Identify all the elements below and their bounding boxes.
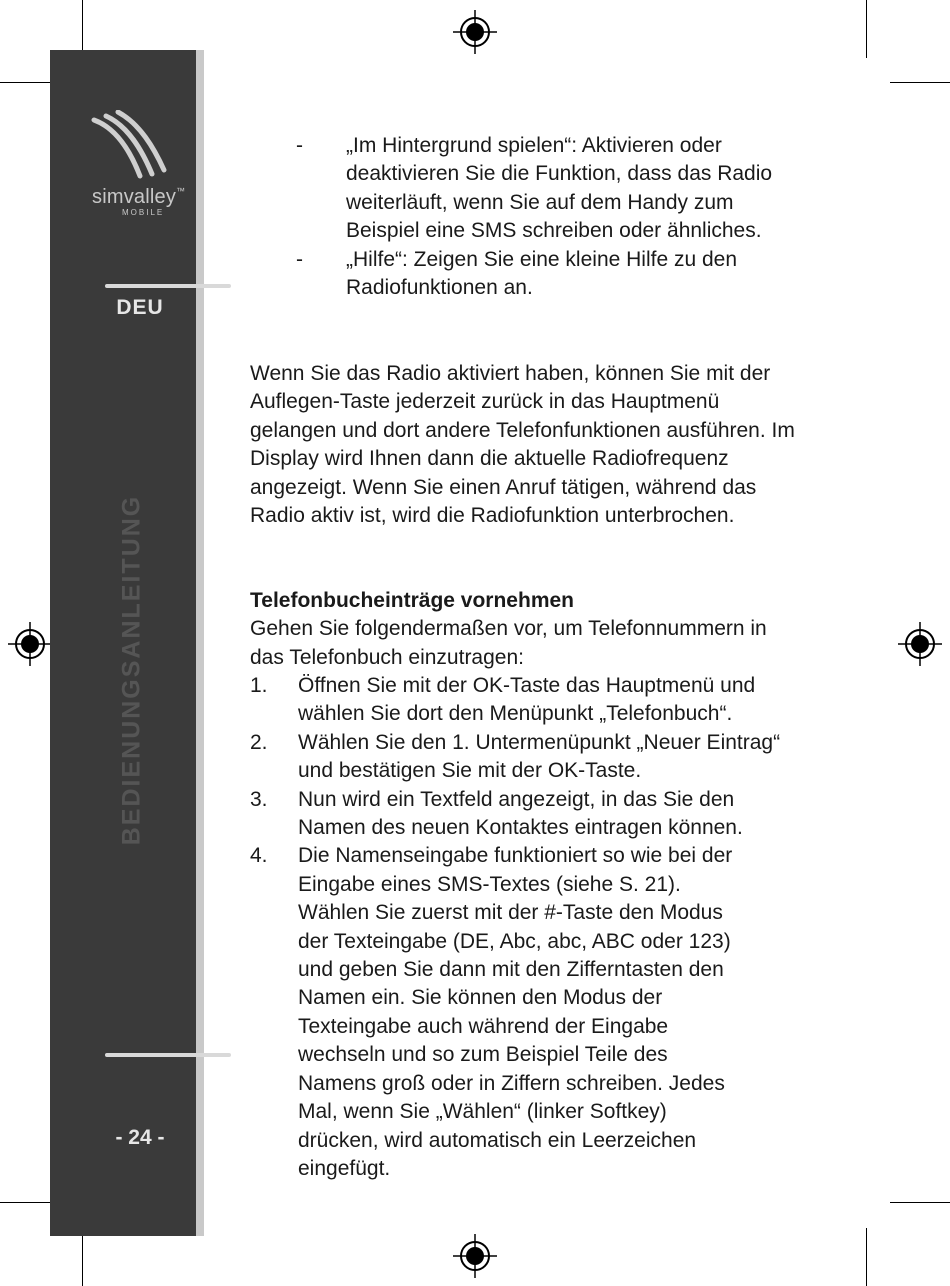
registration-mark-bottom: [453, 1234, 497, 1278]
crop-mark: [890, 1202, 950, 1203]
list-item-text: Die Namenseingabe funktioniert so wie bei der Eingabe eines SMS-Textes (siehe S. 21). Wählen Sie zuerst mit der #-Taste den Modus der Texteingabe (DE, Abc, abc, ABC oder 123) und geben Sie dann mit den Zifferntasten den Namen ein. Sie können den Modus der Texteingabe auch während der Eingabe wechseln und so zum Beispiel Teile des Namens groß oder in Ziffern schreiben. Jedes Mal, wenn Sie „Wählen“ (linker Softkey) drücken, wird automatisch ein Leerzeichen eingefügt.: [298, 844, 733, 1180]
section-heading: Telefonbucheinträge vornehmen: [250, 589, 574, 612]
crop-mark: [866, 1228, 867, 1286]
registration-mark-right: [898, 622, 942, 666]
sidebar-rule-top: [105, 284, 231, 288]
crop-mark: [890, 82, 950, 83]
list-item-text: Nun wird ein Textfeld angezeigt, in das Sie den Namen des neuen Kontaktes eintragen können.: [298, 787, 743, 840]
list-item: [250, 842, 810, 1183]
list-number: 2.: [250, 730, 268, 754]
list-number: 4.: [250, 844, 268, 868]
brand-text: simvalley: [92, 186, 177, 208]
brand-name: [92, 186, 185, 209]
list-marker: -: [296, 134, 303, 157]
section-intro: Gehen Sie folgendermaßen vor, um Telefonnummern in das Telefonbuch einzutragen:: [250, 617, 767, 669]
list-item-text: Öffnen Sie mit der OK-Taste das Hauptmenü und wählen Sie dort den Menüpunkt „Telefonbuch“.: [298, 674, 756, 726]
list-marker: -: [296, 247, 303, 271]
list-item: [250, 786, 810, 843]
crop-mark: [866, 0, 867, 58]
list-item-text: „Im Hintergrund spielen“: Aktivieren oder deaktivieren Sie die Funktion, dass das Radio weiterläuft, wenn Sie auf dem Handy zum Beispiel eine SMS schreiben oder ähnliches.: [346, 134, 773, 243]
body-paragraph: Wenn Sie das Radio aktiviert haben, können Sie mit der Auflegen-Taste jederzeit zurück in das Hauptmenü gelangen und dort andere Telefonfunktionen ausführen. Im Display wird Ihnen dann die aktuelle Radiofrequenz angezeigt. Wenn Sie einen Anruf tätigen, während das Radio aktiv ist, wird die Radiofunktion unterbrochen.: [250, 362, 795, 528]
sidebar: [50, 50, 196, 1236]
list-item: [250, 246, 810, 303]
list-number: 3.: [250, 787, 268, 811]
brand-subline: MOBILE: [122, 208, 165, 217]
sidebar-rule-bottom: [105, 1053, 231, 1057]
language-label: DEU: [116, 296, 164, 319]
page-number: - 24 -: [115, 1126, 165, 1149]
section-vertical-title: BEDIENUNGSANLEITUNG: [117, 494, 146, 846]
list-item: [250, 729, 810, 786]
list-item: [250, 672, 810, 729]
brand-trademark: ™: [176, 186, 186, 196]
list-item: [250, 132, 810, 246]
bullet-list: [250, 132, 810, 302]
section: [250, 587, 810, 672]
sidebar-shadow: [196, 50, 204, 1236]
list-number: 1.: [250, 674, 268, 697]
registration-mark-left: [8, 622, 52, 666]
list-item-text: Wählen Sie den 1. Untermenüpunkt „Neuer Eintrag“ und bestätigen Sie mit der OK-Taste.: [298, 730, 781, 783]
steps-list: [250, 672, 810, 1183]
list-item-text: „Hilfe“: Zeigen Sie eine kleine Hilfe zu den Radiofunktionen an.: [346, 247, 738, 300]
registration-mark-top: [453, 10, 497, 54]
crop-mark: [82, 1228, 83, 1286]
